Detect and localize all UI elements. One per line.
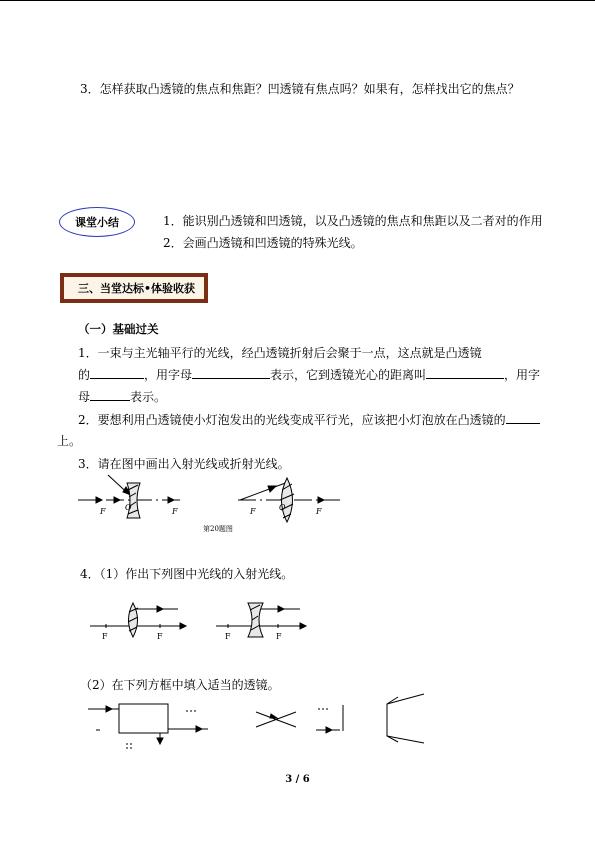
- q3-right-F2: F: [316, 507, 322, 516]
- question-3-text: 3．怎样获取凸透镜的焦点和焦距？凹透镜有焦点吗？如果有，怎样找出它的焦点？: [80, 82, 520, 96]
- q1-text-d: ，用字: [504, 368, 541, 382]
- lens-box-1[interactable]: [119, 704, 168, 733]
- q1-line1: 1．一束与主光轴平行的光线，经凸透镜折射后会聚于一点，这点就是凸透镜: [78, 346, 482, 360]
- q3-left-O: O: [125, 503, 132, 512]
- q4-F2: F: [157, 632, 163, 641]
- summary-item-2: 2．会画凸透镜和凹透镜的特殊光线。: [163, 236, 363, 250]
- q3-left-F: F: [100, 507, 106, 516]
- q3-left-F2: F: [172, 507, 178, 516]
- q1-text-f: 表示。: [130, 390, 167, 404]
- q4-F1: F: [102, 632, 108, 641]
- summary-badge: 课堂小结: [59, 207, 135, 237]
- q1-text-a: 的: [78, 368, 91, 382]
- q4-part2-text: （2）在下列方框中填入适当的透镜。: [80, 678, 280, 692]
- q3-right-F: F: [250, 507, 256, 516]
- page-number: 3 / 6: [285, 774, 310, 785]
- q2-text: 2．要想利用凸透镜使小灯泡发出的光线变成平行光，应该把小灯泡放在凸透镜的: [78, 413, 506, 427]
- q2-line2: 上。: [57, 434, 82, 448]
- subsection-title: （一）基础过关: [78, 322, 159, 336]
- q1-text-b: ，用字母: [144, 368, 193, 382]
- q4-F3: F: [225, 632, 231, 641]
- q3-caption: 第20题图: [203, 525, 233, 533]
- q3-text: 3．请在图中画出入射光线或折射光线。: [78, 457, 290, 471]
- section-banner-label: 三、当堂达标•体验收获: [64, 277, 204, 299]
- q1-text-e: 母: [78, 390, 91, 404]
- q1-text-c: 表示，它到透镜光心的距离叫: [270, 368, 427, 382]
- q4-part1-text: 4．（1）作出下列图中光线的入射光线。: [80, 567, 294, 581]
- q3-right-O: O: [279, 503, 286, 512]
- q4-F4: F: [276, 632, 282, 641]
- summary-item-1: 1．能识别凸透镜和凹透镜，以及凸透镜的焦点和焦距以及二者对的作用: [163, 214, 543, 228]
